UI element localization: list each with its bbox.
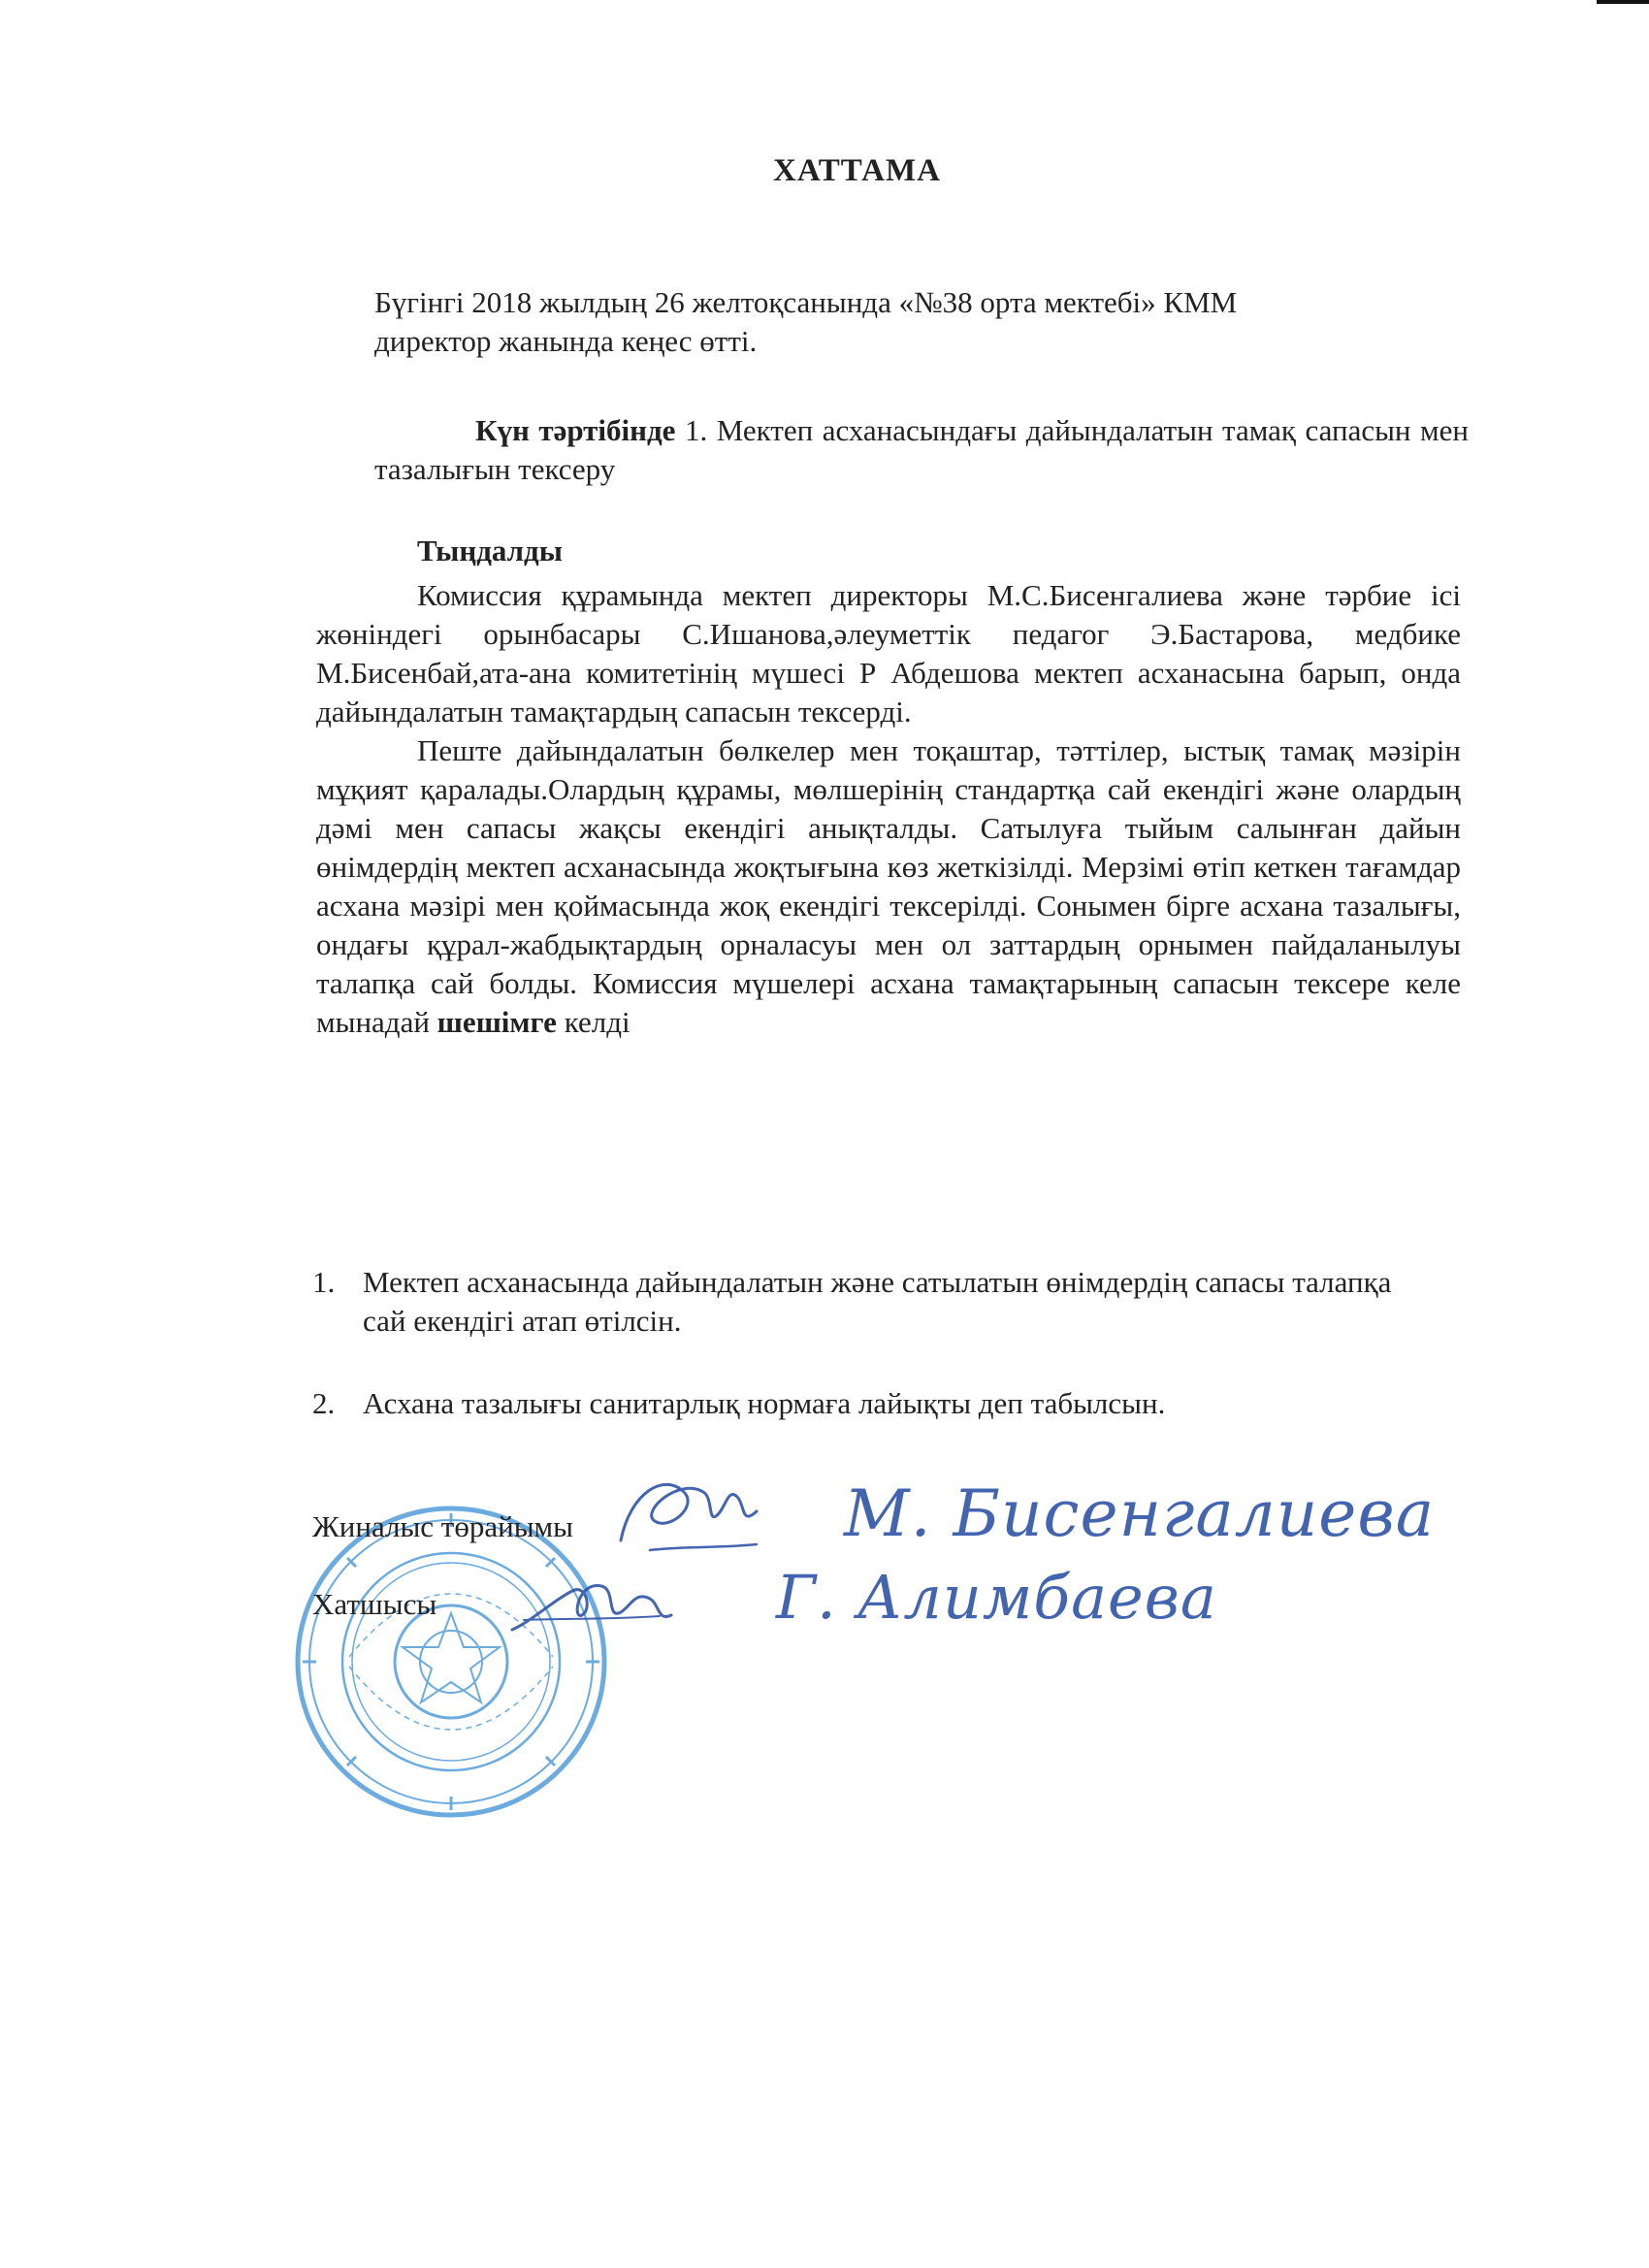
decision-number: 2.: [312, 1386, 336, 1420]
official-seal-stamp: [291, 1502, 611, 1822]
decision-number: 1.: [312, 1265, 336, 1299]
intro-line-1: Бүгінгі 2018 жылдың 26 желтоқсанында «№38 орта мектебі» КММ: [374, 285, 1238, 319]
agenda-label: Күн тәртібінде: [475, 413, 676, 447]
chair-label: Жиналыс төрайымы: [312, 1509, 573, 1543]
agenda-paragraph: [374, 411, 1469, 489]
decision-item: [312, 1263, 1428, 1341]
intro-line-2: директор жанында кеңес өтті.: [374, 324, 758, 358]
document-title: ХАТТАМА: [773, 153, 941, 188]
secretary-signature: [504, 1562, 679, 1649]
secretary-handwritten-name: Г. Алимбаева: [776, 1562, 1217, 1633]
decisions-list: [312, 1263, 1428, 1467]
heard-heading: Тыңдалды: [417, 534, 563, 567]
intro-paragraph: [374, 283, 1374, 361]
scan-edge-mark: [1597, 0, 1649, 4]
secretary-label: Хатшысы: [312, 1587, 437, 1621]
agenda-text: 1. Мектеп асханасындағы дайындалатын тамақ сапасын мен тазалығын тексеру: [374, 413, 1469, 486]
decision-tail: келді: [556, 1005, 630, 1039]
chair-handwritten-name: М. Бисенгалиева: [844, 1476, 1436, 1551]
chair-signature: [611, 1463, 766, 1570]
decision-item: [312, 1384, 1428, 1423]
decision-text: Мектеп асханасында дайындалатын және сатылатын өнімдердің сапасы талапқа сай екендігі атап өтілсін.: [363, 1265, 1392, 1338]
decision-text: Асхана тазалығы санитарлық нормаға лайықты деп табылсын.: [363, 1386, 1166, 1420]
heard-paragraph-1: Комиссия құрамында мектеп директоры М.С.Бисенгалиева және тәрбие ісі жөніндегі орынбасары С.Ишанова,әлеуметтік педагог Э.Бастарова, медбике М.Бисенбай,ата-ана комитетінің мүшесі Р Абдешова мектеп асханасына барып, онда дайындалатын тамақтардың сапасын тексерді.: [316, 578, 1461, 729]
heard-paragraph-2: Пеште дайындалатын бөлкелер мен тоқаштар, тәттілер, ыстық тамақ мәзірін мұқият қаралады.Олардың құрамы, мөлшерінің стандартқа сай екендігі және олардың дәмі мен сапасы жақсы екендігі анықталды. Сатылуға тыйым салынған дайын өнімдердің мектеп асханасында жоқтығына көз жеткізілді. Мерзімі өтіп кеткен тағамдар асхана мәзірі мен қоймасында жоқ екендігі тексерілді. Сонымен бірге асхана тазалығы, ондағы құрал-жабдықтардың орналасуы мен ол заттардың орнымен пайдаланылуы талапқа сай болды. Комиссия мүшелері асхана тамақтарының сапасын тексере келе мынадай: [316, 733, 1461, 1039]
heard-body: [316, 576, 1461, 1042]
decision-word: шешімге: [436, 1005, 557, 1039]
